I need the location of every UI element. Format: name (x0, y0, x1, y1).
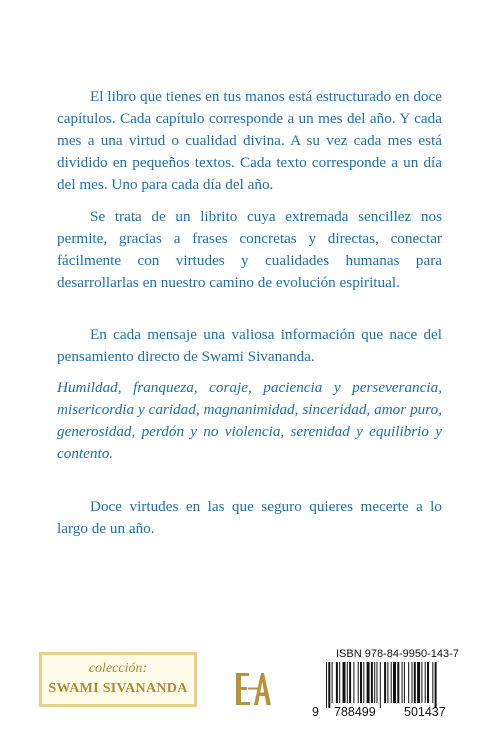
barcode-bar (377, 662, 378, 703)
barcode-digits-group-2: 501437 (404, 705, 446, 719)
collection-badge (39, 652, 197, 707)
barcode-bar (360, 662, 362, 703)
closing-paragraph: Doce virtudes en las que seguro quieres mecerte a lo largo de un año. (57, 498, 442, 537)
collection-label: colección: (88, 661, 148, 676)
publisher-ea-logo-icon (232, 668, 272, 710)
barcode-bar (425, 662, 426, 703)
isbn-label: ISBN 978-84-9950-143-7 (336, 648, 459, 660)
barcode-bar (427, 662, 429, 703)
collection-name: SWAMI SIVANANDA (48, 681, 188, 696)
barcode-bar (412, 662, 413, 703)
description-paragraph-1: El libro que tienes en tus manos está estructurado en doce capítulos. Cada capítulo corresponde a un mes del año. Y cada mes a una virtud o cualidad divina. A su vez cada mes está dividido en pequeños textos. Cada texto corresponde a un día del mes. Uno para cada día del año. (57, 88, 442, 193)
virtues-list-paragraph: Humildad, franqueza, coraje, paciencia y perseverancia, misericordia y caridad, magnanimidad, sinceridad, amor puro, generosidad, perdón y no violencia, serenidad y equilibrio y contento. (57, 379, 442, 462)
barcode-bar (380, 662, 381, 708)
description-paragraph-2: Se trata de un librito cuya extremada sencillez nos permite, gracias a frases concretas y directas, conectar fácilmente con virtudes y cualidades humanas para desarrollarlas en nuestro camino de evolución espiritual. (57, 208, 442, 291)
barcode-bar (432, 662, 433, 703)
barcode-bar (339, 662, 340, 703)
barcode-bar (404, 662, 405, 703)
barcode-bar (343, 662, 346, 703)
barcode-bar (363, 662, 364, 703)
barcode-bar (421, 662, 422, 703)
barcode-bar (387, 662, 388, 703)
barcode-bar (402, 662, 403, 703)
barcode-bar (414, 662, 416, 703)
barcode-bar (371, 662, 373, 703)
barcode-bar (336, 662, 338, 703)
barcode-bar (326, 662, 327, 708)
barcode-digit-prefix: 9 (312, 705, 319, 719)
barcode-bar (374, 662, 375, 703)
barcode-bar (384, 662, 386, 703)
isbn-barcode-block (312, 648, 482, 720)
barcode-bar (332, 662, 333, 703)
barcode-bar (408, 662, 409, 703)
description-paragraph-3: En cada mensaje una valiosa información que nace del pensamiento directo de Swami Sivananda. (57, 326, 442, 365)
barcode-bar (397, 662, 399, 703)
barcode-bar (435, 662, 437, 708)
barcode-digits-group-1: 788499 (334, 705, 376, 719)
barcode-bar (391, 662, 392, 703)
barcode-bar (367, 662, 370, 703)
barcode-bar (353, 662, 354, 703)
barcode-bar (328, 662, 330, 708)
barcode-bar (417, 662, 420, 703)
barcode-bar (358, 662, 359, 703)
barcode-bar (393, 662, 396, 703)
barcode-icon (324, 662, 472, 708)
barcode-bar (347, 662, 348, 703)
barcode-bar (349, 662, 351, 703)
